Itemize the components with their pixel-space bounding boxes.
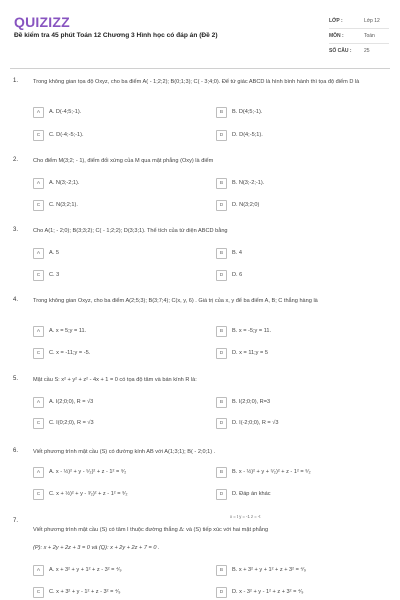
meta-row-class [329,14,389,29]
question-text: Trong không gian Oxyz, cho ba điểm A(2;5;3); B(3;7;4); C(x, y, 6) . Giá trị của x, y để ba điểm A, B; C thẳng hàng là [33,298,318,304]
option-b[interactable] [216,177,363,189]
option-text: B. D(4;5;-1). [232,109,263,115]
question-number: 6. [13,448,19,454]
question-text: Cho A(1; - 2;0); B(3;3;2); C( - 1;2;2); D(3;3;1). Thể tích của tứ diện ABCD bằng [33,228,228,234]
option-text: B. N(3;-2;-1). [232,180,265,186]
option-d[interactable] [216,347,363,359]
question-number: 1. [13,78,19,84]
class-label: LỚP : [329,18,343,24]
option-text: C. I(0;2;0), R = √3 [49,420,94,426]
option-d[interactable] [216,269,363,281]
option-letter-box: C [33,270,44,281]
option-b[interactable] [216,466,363,478]
option-text: B. 4 [232,250,242,256]
count-value: 25 [364,48,370,54]
class-value: Lớp 12 [364,18,380,24]
option-c[interactable] [33,417,180,429]
meta-row-count [329,44,389,58]
option-letter-box: A [33,565,44,576]
option-letter-box: A [33,178,44,189]
question-text: Trong không gian tọa độ Oxyz, cho ba điểm A( - 1;2;2); B(0;1;3); C( - 3;4;0). Để tứ giác ABCD là hình bình hành thì tọa độ điểm D là [33,79,360,85]
option-text: D. 6 [232,272,243,278]
quizizz-logo: QUIZIZZ [14,14,70,30]
option-letter-box: B [216,467,227,478]
option-letter-box: B [216,107,227,118]
line-parametric: x = t y = -1 z = -t [230,514,261,519]
option-letter-box: D [216,489,227,500]
option-letter-box: D [216,418,227,429]
option-a[interactable] [33,564,180,576]
option-c[interactable] [33,347,180,359]
option-letter-box: B [216,248,227,259]
option-a[interactable] [33,106,180,118]
option-letter-box: A [33,107,44,118]
option-letter-box: B [216,565,227,576]
option-text: A. D(-4;5;-1). [49,109,82,115]
option-text: D. x - 3² + y - 1² + z + 3² = ⁴⁄₉ [232,589,304,595]
option-a[interactable] [33,466,180,478]
option-letter-box: A [33,397,44,408]
option-letter-box: D [216,270,227,281]
subject-value: Toán [364,33,375,39]
option-d[interactable] [216,488,363,500]
option-c[interactable] [33,269,180,281]
option-letter-box: C [33,587,44,598]
question-number: 7. [13,518,19,524]
option-text: B. I(2;0;0), R=3 [232,399,271,405]
question-text: Mặt cầu S: x² + y² + z² - 4x + 1 = 0 có tọa độ tâm và bán kính R là: [33,377,197,383]
option-b[interactable] [216,106,363,118]
option-text: D. I(-2;0;0), R = √3 [232,420,279,426]
option-letter-box: C [33,200,44,211]
option-letter-box: A [33,467,44,478]
document-title: Đề kiểm tra 45 phút Toán 12 Chương 3 Hình học có đáp án (Đề 2) [14,32,218,39]
question-text: Viết phương trình mặt cầu (S) có đường kính AB với A(1;3;1); B( - 2;0;1) . [33,449,216,455]
meta-table [329,14,389,58]
option-text: C. x = -11;y = -5. [49,350,91,356]
option-b[interactable] [216,247,363,259]
option-letter-box: B [216,178,227,189]
meta-row-subject [329,29,389,44]
option-text: C. 3 [49,272,60,278]
option-b[interactable] [216,396,363,408]
option-b[interactable] [216,564,363,576]
option-text: A. x + 3² + y + 1² + z - 3² = ⁴⁄₉ [49,567,122,573]
option-a[interactable] [33,396,180,408]
option-c[interactable] [33,488,180,500]
option-text: D. x = 11;y = 5 [232,350,268,356]
option-letter-box: D [216,130,227,141]
option-a[interactable] [33,247,180,259]
option-letter-box: C [33,418,44,429]
option-d[interactable] [216,586,363,598]
option-text: D. Đáp án khác [232,491,271,497]
option-text: C. x + ½)² + y - ³⁄₂)² + z - 1² = ⁹⁄₂ [49,491,128,497]
question-number: 3. [13,227,19,233]
option-d[interactable] [216,199,363,211]
option-text: D. N(3;2;0) [232,202,260,208]
option-a[interactable] [33,177,180,189]
option-c[interactable] [33,199,180,211]
option-text: A. I(2;0;0), R = √3 [49,399,94,405]
worksheet-header [0,0,400,70]
option-letter-box: C [33,348,44,359]
option-text: A. x = 5;y = 11. [49,328,87,334]
option-letter-box: A [33,326,44,337]
option-text: A. 5 [49,250,59,256]
option-c[interactable] [33,129,180,141]
option-text: C. D(-4;-5;-1). [49,132,84,138]
option-letter-box: D [216,200,227,211]
option-text: B. x + 3² + y + 1² + z + 3² = ⁴⁄₉ [232,567,306,573]
option-letter-box: A [33,248,44,259]
question-text-planes: (P): x + 2y + 2z + 3 = 0 và (Q): x + 2y + 2z + 7 = 0 . [33,545,160,551]
subject-label: MÔN : [329,33,344,39]
question-text: Cho điểm M(3;2; - 1), điểm đối xứng của M qua mặt phẳng (Oxy) là điểm [33,158,214,164]
option-letter-box: C [33,489,44,500]
option-text: B. x - ½)² + y + ⁵⁄₂)² + z - 1² = ⁹⁄₂ [232,469,311,475]
option-letter-box: D [216,587,227,598]
option-text: B. x = -5;y = 11. [232,328,272,334]
option-a[interactable] [33,325,180,337]
question-number: 5. [13,376,19,382]
question-number: 4. [13,297,19,303]
option-c[interactable] [33,586,180,598]
option-b[interactable] [216,325,363,337]
option-d[interactable] [216,417,363,429]
option-letter-box: D [216,348,227,359]
question-number: 2. [13,157,19,163]
option-text: C. x + 3² + y - 1² + z - 3² = ⁴⁄₉ [49,589,121,595]
option-text: C. N(3;2;1). [49,202,78,208]
question-text: Viết phương trình mặt cầu (S) có tâm I thuộc đường thẳng Δ: và (S) tiếp xúc với hai mặt phẳng [33,527,269,533]
option-letter-box: C [33,130,44,141]
option-text: A. x - ½)² + y - ⁵⁄₂)² + z - 1² = ⁹⁄₂ [49,469,127,475]
option-letter-box: B [216,397,227,408]
option-d[interactable] [216,129,363,141]
header-divider [10,68,390,69]
option-text: D. D(4;-5;1). [232,132,263,138]
count-label: SỐ CÂU : [329,48,352,54]
option-letter-box: B [216,326,227,337]
option-text: A. N(3;-2;1). [49,180,80,186]
